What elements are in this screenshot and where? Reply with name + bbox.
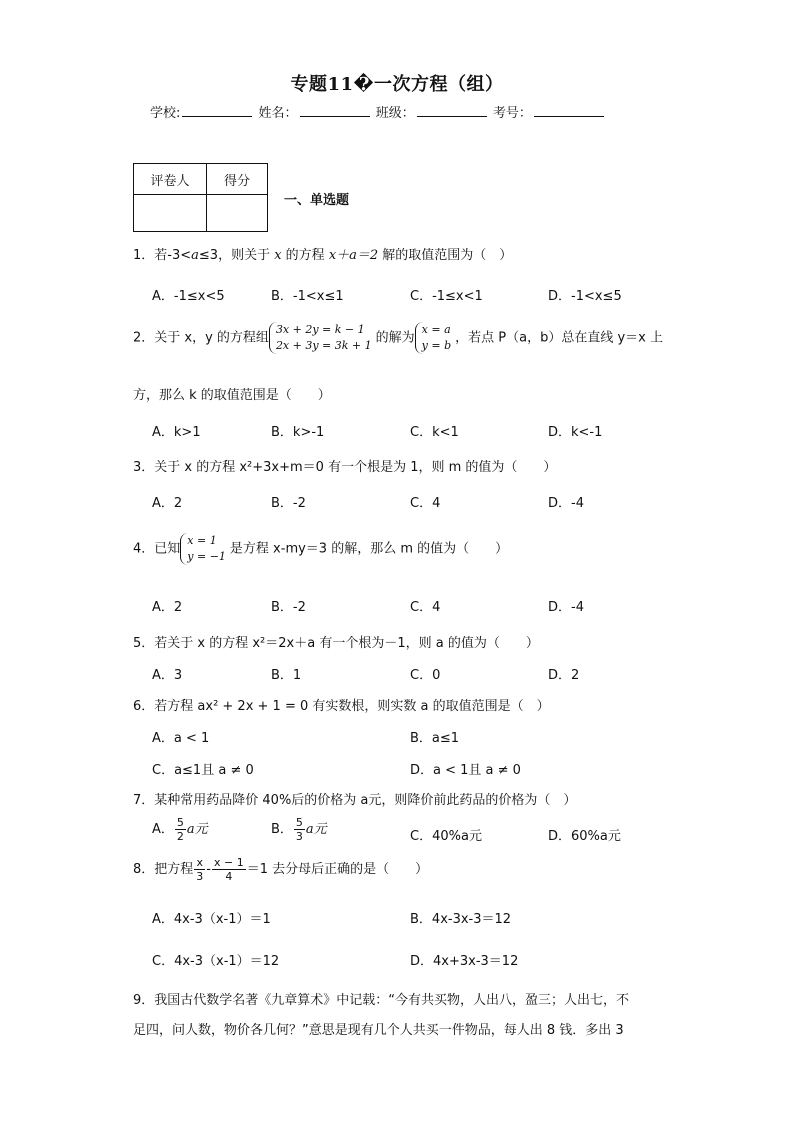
q8-option-b[interactable]: B．4x-3x-3＝12 (410, 912, 512, 927)
class-blank (417, 104, 487, 117)
q7-option-b[interactable]: B． $\frac{5}{3}$ a元 (271, 816, 327, 843)
q3-option-d[interactable]: D．-4 (548, 496, 584, 511)
q6-option-b[interactable]: B．a≤1 (410, 731, 460, 746)
q3-option-c[interactable]: C．4 (410, 496, 441, 511)
q2-equation-system: 3x + 2y = k − 1 2x + 3y = 3k + 1 (269, 322, 376, 354)
exam-no-blank (534, 104, 604, 117)
q6-option-a[interactable]: A．a < 1 (152, 731, 210, 746)
name-blank (300, 104, 370, 117)
question-2-stem: 2．关于 x，y 的方程组 3x + 2y = k − 1 2x + 3y = 3k + 1 的解为 x = a y = b ，若点 P（a，b）总在直线 y＝x 上 (133, 323, 663, 352)
q4-option-d[interactable]: D．-4 (548, 600, 584, 615)
q2-option-b[interactable]: B．k>-1 (271, 425, 325, 440)
q6-option-c[interactable]: C．a≤1且 a ≠ 0 (152, 763, 254, 778)
question-3-stem: 3．关于 x 的方程 x²+3x+m＝0 有一个根是为 1，则 m 的值为（ ） (133, 460, 557, 475)
q5-option-d[interactable]: D．2 (548, 668, 580, 683)
section-heading: 一、单选题 (284, 193, 350, 208)
q2-option-c[interactable]: C．k<1 (410, 425, 459, 440)
question-1-stem: 1．若-3<a≤3，则关于 x 的方程 x＋a＝2 解的取值范围为（ ） (133, 248, 513, 263)
class-label: 班级： (375, 106, 415, 121)
q1-option-c[interactable]: C．-1≤x<1 (410, 289, 483, 304)
question-2-line2: 方，那么 k 的取值范围是（ ） (133, 388, 331, 403)
q5-option-c[interactable]: C．0 (410, 668, 441, 683)
q7-option-a[interactable]: A． $\frac{5}{2}$ a元 (152, 816, 208, 843)
exam-no-label: 考号： (492, 106, 532, 121)
q8-option-c[interactable]: C．4x-3（x-1）＝12 (152, 954, 280, 969)
q8-option-a[interactable]: A．4x-3（x-1）＝1 (152, 912, 271, 927)
grader-header: 评卷人 (134, 164, 207, 195)
q7-option-c[interactable]: C．40%a元 (410, 829, 482, 844)
question-7-stem: 7．某种常用药品降价 40%后的价格为 a元，则降价前此药品的价格为（ ） (133, 793, 577, 808)
q2-solution-system: x = a y = b (415, 322, 455, 354)
question-9-line2: 足四，问人数，物价各几何？”意思是现有几个人共买一件物品，每人出 8 钱．多出 3 (133, 1023, 624, 1038)
q4-option-c[interactable]: C．4 (410, 600, 441, 615)
question-4-stem: 4．已知 x = 1 y = −1 是方程 x-my＝3 的解，那么 m 的值为（ ） (133, 534, 509, 563)
q4-solution-system: x = 1 y = −1 (180, 533, 230, 565)
question-8-stem: 8．把方程 $\frac{x}{3}$ - $\frac{x - 1}{4}$ ＝1 去分母后正确的是（ ） (133, 856, 429, 883)
score-header: 得分 (207, 164, 268, 195)
grader-cell (134, 195, 207, 232)
q3-option-a[interactable]: A．2 (152, 496, 183, 511)
q2-option-a[interactable]: A．k>1 (152, 425, 201, 440)
q4-option-a[interactable]: A．2 (152, 600, 183, 615)
student-info-line (150, 102, 606, 121)
q3-option-b[interactable]: B．-2 (271, 496, 306, 511)
score-table (133, 163, 268, 232)
school-label: 学校: (150, 106, 181, 121)
q1-option-b[interactable]: B．-1<x≤1 (271, 289, 344, 304)
school-blank (182, 104, 252, 117)
q7-option-d[interactable]: D．60%a元 (548, 829, 621, 844)
q1-option-a[interactable]: A．-1≤x<5 (152, 289, 225, 304)
score-cell (207, 195, 268, 232)
q5-option-a[interactable]: A．3 (152, 668, 183, 683)
question-9-line1: 9．我国古代数学名著《九章算术》中记载：“今有共买物，人出八，盈三；人出七，不 (133, 993, 630, 1008)
q2-option-d[interactable]: D．k<-1 (548, 425, 603, 440)
q1-option-d[interactable]: D．-1<x≤5 (548, 289, 622, 304)
q5-option-b[interactable]: B．1 (271, 668, 302, 683)
q8-option-d[interactable]: D．4x+3x-3＝12 (410, 954, 519, 969)
page-title: 专题11�一次方程（组） (290, 74, 504, 95)
q6-option-d[interactable]: D．a < 1且 a ≠ 0 (410, 763, 521, 778)
question-5-stem: 5．若关于 x 的方程 x²＝2x＋a 有一个根为－1，则 a 的值为（ ） (133, 636, 539, 651)
name-label: 姓名： (258, 106, 298, 121)
question-6-stem: 6．若方程 ax² + 2x + 1 = 0 有实数根，则实数 a 的取值范围是（ ） (133, 699, 550, 714)
q4-option-b[interactable]: B．-2 (271, 600, 306, 615)
